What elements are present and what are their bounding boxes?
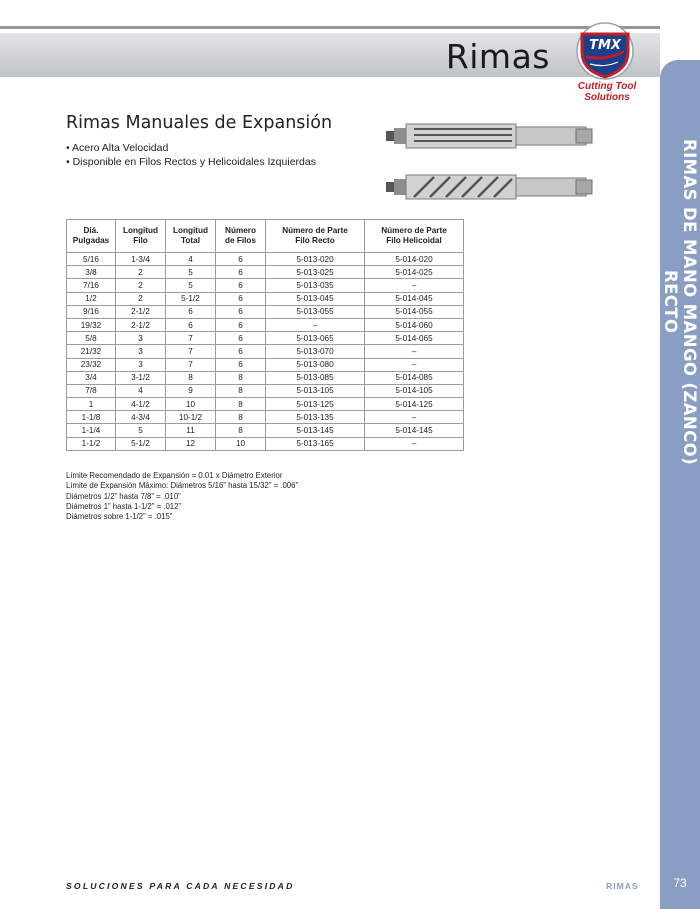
table-cell: 4	[166, 253, 216, 266]
table-row	[67, 424, 464, 437]
footer-section-label: RIMAS	[606, 881, 639, 891]
table-cell: 5-013-025	[266, 266, 365, 279]
table-row	[67, 398, 464, 411]
table-cell: 5-014-055	[365, 305, 464, 318]
page-title: Rimas	[445, 37, 550, 76]
table-cell: 5-013-085	[266, 371, 365, 384]
table-cell: 6	[216, 318, 266, 331]
table-cell: 5-013-070	[266, 345, 365, 358]
table-cell: 5-013-105	[266, 384, 365, 397]
table-cell: 5-013-080	[266, 358, 365, 371]
expansion-notes	[66, 471, 298, 522]
table-cell: 2-1/2	[116, 305, 166, 318]
table-cell: 9/16	[67, 305, 116, 318]
note-line: Diámetros 1/2” hasta 7/8” = .010”	[66, 491, 181, 501]
table-cell: 5-013-035	[266, 279, 365, 292]
table-cell: 11	[166, 424, 216, 437]
table-row	[67, 292, 464, 305]
table-cell: 5-1/2	[116, 437, 166, 450]
table-cell: 6	[216, 345, 266, 358]
table-cell: 21/32	[67, 345, 116, 358]
table-cell: 6	[216, 266, 266, 279]
table-cell: 8	[216, 384, 266, 397]
table-cell: 5-014-025	[365, 266, 464, 279]
table-cell: 5-013-125	[266, 398, 365, 411]
table-cell: 5-013-065	[266, 332, 365, 345]
table-cell: 8	[216, 371, 266, 384]
table-cell: 5-014-085	[365, 371, 464, 384]
top-rule	[0, 26, 660, 29]
table-cell: 9	[166, 384, 216, 397]
table-cell: 7	[166, 345, 216, 358]
brand-tagline-line2: Solutions	[584, 92, 630, 103]
column-header: Número de Filos	[216, 220, 266, 253]
table-cell: 3	[116, 332, 166, 345]
table-cell: –	[365, 279, 464, 292]
table-cell: 5-013-045	[266, 292, 365, 305]
helical-flute-reamer-image	[384, 170, 604, 204]
table-cell: –	[365, 437, 464, 450]
table-cell: –	[365, 345, 464, 358]
header-band	[0, 33, 660, 77]
table-cell: 8	[216, 398, 266, 411]
column-header: Longitud Filo	[116, 220, 166, 253]
table-cell: 5	[166, 266, 216, 279]
table-row	[67, 345, 464, 358]
table-cell: 6	[216, 305, 266, 318]
table-cell: 5/16	[67, 253, 116, 266]
note-line: Límite de Expansión Máximo: Diámetros 5/16” hasta 15/32” = .006”	[66, 481, 299, 491]
table-body	[67, 253, 464, 451]
table-cell: 6	[216, 279, 266, 292]
table-cell: 7	[166, 358, 216, 371]
table-cell: 5	[116, 424, 166, 437]
table-cell: 12	[166, 437, 216, 450]
table-cell: 6	[166, 305, 216, 318]
table-cell: 8	[216, 424, 266, 437]
side-tab-label: RIMAS DE MANO MANGO (ZANCO) RECTO	[661, 138, 699, 466]
table-cell: 5-014-060	[365, 318, 464, 331]
table-row	[67, 305, 464, 318]
table-cell: 3	[116, 358, 166, 371]
table-cell: 4	[116, 384, 166, 397]
table-cell: 3-1/2	[116, 371, 166, 384]
table-cell: –	[365, 358, 464, 371]
table-cell: 5-014-105	[365, 384, 464, 397]
column-header: Diá. Pulgadas	[67, 220, 116, 253]
table-cell: 5-013-055	[266, 305, 365, 318]
brand-tagline-line1: Cutting Tool	[577, 81, 637, 92]
table-cell: 8	[166, 371, 216, 384]
table-cell: 7/8	[67, 384, 116, 397]
table-cell: 2-1/2	[116, 318, 166, 331]
table-row	[67, 384, 464, 397]
table-cell: 1-3/4	[116, 253, 166, 266]
feature-list	[66, 141, 316, 169]
table-cell: 7	[166, 332, 216, 345]
table-cell: 6	[216, 358, 266, 371]
table-cell: 10	[216, 437, 266, 450]
table-row	[67, 318, 464, 331]
table-cell: 2	[116, 279, 166, 292]
table-cell: 23/32	[67, 358, 116, 371]
note-line: Límite Recomendado de Expansión = 0.01 x Diámetro Exterior	[66, 471, 283, 480]
table-cell: 7/16	[67, 279, 116, 292]
table-row	[67, 279, 464, 292]
table-row	[67, 253, 464, 266]
table-cell: 3/4	[67, 371, 116, 384]
column-header: Número de Parte Filo Helicoidal	[365, 220, 464, 253]
table-cell: 1	[67, 398, 116, 411]
table-cell: 8	[216, 411, 266, 424]
tmx-logo-icon	[576, 22, 634, 80]
table-cell: 5-013-165	[266, 437, 365, 450]
table-cell: –	[365, 411, 464, 424]
table-cell: 5-014-145	[365, 424, 464, 437]
footer-slogan: SOLUCIONES PARA CADA NECESIDAD	[66, 881, 295, 891]
page-number: 73	[673, 876, 687, 890]
section-title: Rimas Manuales de Expansión	[66, 113, 333, 133]
table-cell: 4-1/2	[116, 398, 166, 411]
table-cell: 6	[216, 292, 266, 305]
table-cell: 5-014-045	[365, 292, 464, 305]
brand-tagline	[566, 81, 648, 103]
column-header: Longitud Total	[166, 220, 216, 253]
table-row	[67, 437, 464, 450]
table-cell: 1-1/8	[67, 411, 116, 424]
table-cell: 1-1/4	[67, 424, 116, 437]
table-cell: 4-3/4	[116, 411, 166, 424]
table-cell: 3/8	[67, 266, 116, 279]
table-cell: 1/2	[67, 292, 116, 305]
table-cell: 5/8	[67, 332, 116, 345]
straight-flute-reamer-image	[384, 120, 604, 152]
table-cell: 6	[216, 253, 266, 266]
table-header-row	[67, 220, 464, 253]
table-cell: 6	[216, 332, 266, 345]
table-cell: 3	[116, 345, 166, 358]
note-line: Diámetros 1” hasta 1-1/2” = .012”	[66, 501, 182, 511]
table-cell: 6	[166, 318, 216, 331]
table-cell: 5-013-020	[266, 253, 365, 266]
feature-item: • Disponible en Filos Rectos y Helicoidales Izquierdas	[66, 155, 316, 169]
table-cell: 5-014-125	[365, 398, 464, 411]
table-cell: 19/32	[67, 318, 116, 331]
table-cell: 5-013-135	[266, 411, 365, 424]
table-cell: 2	[116, 266, 166, 279]
column-header: Número de Parte Filo Recto	[266, 220, 365, 253]
table-row	[67, 266, 464, 279]
table-cell: 5-013-145	[266, 424, 365, 437]
table-row	[67, 358, 464, 371]
table-cell: 5	[166, 279, 216, 292]
table-cell: 5-014-020	[365, 253, 464, 266]
table-cell: 10-1/2	[166, 411, 216, 424]
table-cell: 10	[166, 398, 216, 411]
table-row	[67, 411, 464, 424]
table-cell: 2	[116, 292, 166, 305]
table-cell: 5-014-065	[365, 332, 464, 345]
table-cell: 1-1/2	[67, 437, 116, 450]
note-line: Diámetros sobre 1-1/2” = .015”	[66, 512, 173, 522]
table-row	[67, 371, 464, 384]
table-cell: –	[266, 318, 365, 331]
table-row	[67, 332, 464, 345]
table-cell: 5-1/2	[166, 292, 216, 305]
reamer-spec-table	[66, 219, 464, 451]
logo-text: TMX	[589, 38, 621, 53]
feature-item: • Acero Alta Velocidad	[66, 141, 316, 155]
